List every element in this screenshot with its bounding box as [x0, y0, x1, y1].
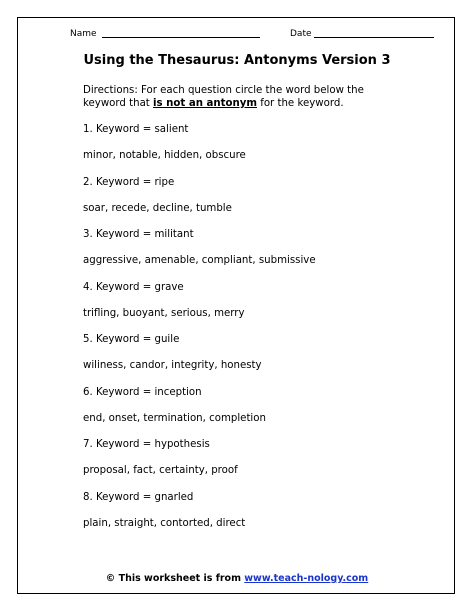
question-3 [83, 228, 403, 281]
question-keyword: 3. Keyword = militant [83, 229, 194, 240]
question-6 [83, 386, 403, 439]
directions-line-1: Directions: For each question circle the word below the [83, 85, 364, 96]
directions-line-2 [83, 97, 403, 110]
question-2 [83, 176, 403, 229]
question-keyword: 8. Keyword = gnarled [83, 491, 194, 503]
question-options[interactable]: wiliness, candor, integrity, honesty [83, 360, 262, 371]
date-field-line[interactable] [314, 37, 434, 38]
date-label: Date [290, 29, 312, 39]
worksheet-content [83, 84, 403, 543]
directions-line-2-pre: keyword that [83, 98, 154, 109]
worksheet-header [70, 27, 440, 41]
footer-text: © This worksheet is from [105, 573, 245, 584]
question-4 [83, 281, 403, 334]
question-keyword: 7. Keyword = hypothesis [83, 439, 210, 450]
footer-link[interactable]: www.teach-nology.com [244, 573, 369, 584]
question-options[interactable]: soar, recede, decline, tumble [83, 202, 232, 214]
question-keyword: 5. Keyword = guile [83, 334, 180, 345]
question-7 [83, 438, 403, 491]
question-keyword: 6. Keyword = inception [83, 386, 202, 398]
question-keyword: 2. Keyword = ripe [83, 176, 175, 188]
question-1 [83, 123, 403, 176]
question-options[interactable]: trifling, buoyant, serious, merry [83, 307, 245, 319]
directions-line-2-post: for the keyword. [257, 98, 344, 109]
question-5 [83, 333, 403, 386]
worksheet-footer [0, 572, 474, 585]
name-label: Name [70, 29, 97, 39]
directions-emphasis: is not an antonym [153, 98, 257, 109]
question-options[interactable]: end, onset, termination, completion [83, 412, 266, 424]
question-keyword: 1. Keyword = salient [83, 124, 189, 135]
question-options[interactable]: plain, straight, contorted, direct [83, 517, 246, 529]
name-field-line[interactable] [102, 37, 260, 38]
worksheet-title: Using the Thesaurus: Antonyms Version 3 [83, 53, 391, 68]
question-options[interactable]: proposal, fact, certainty, proof [83, 465, 238, 476]
question-options[interactable]: aggressive, amenable, compliant, submissive [83, 255, 316, 266]
question-8 [83, 491, 403, 544]
question-keyword: 4. Keyword = grave [83, 281, 184, 293]
question-options[interactable]: minor, notable, hidden, obscure [83, 150, 246, 161]
directions [83, 84, 403, 110]
